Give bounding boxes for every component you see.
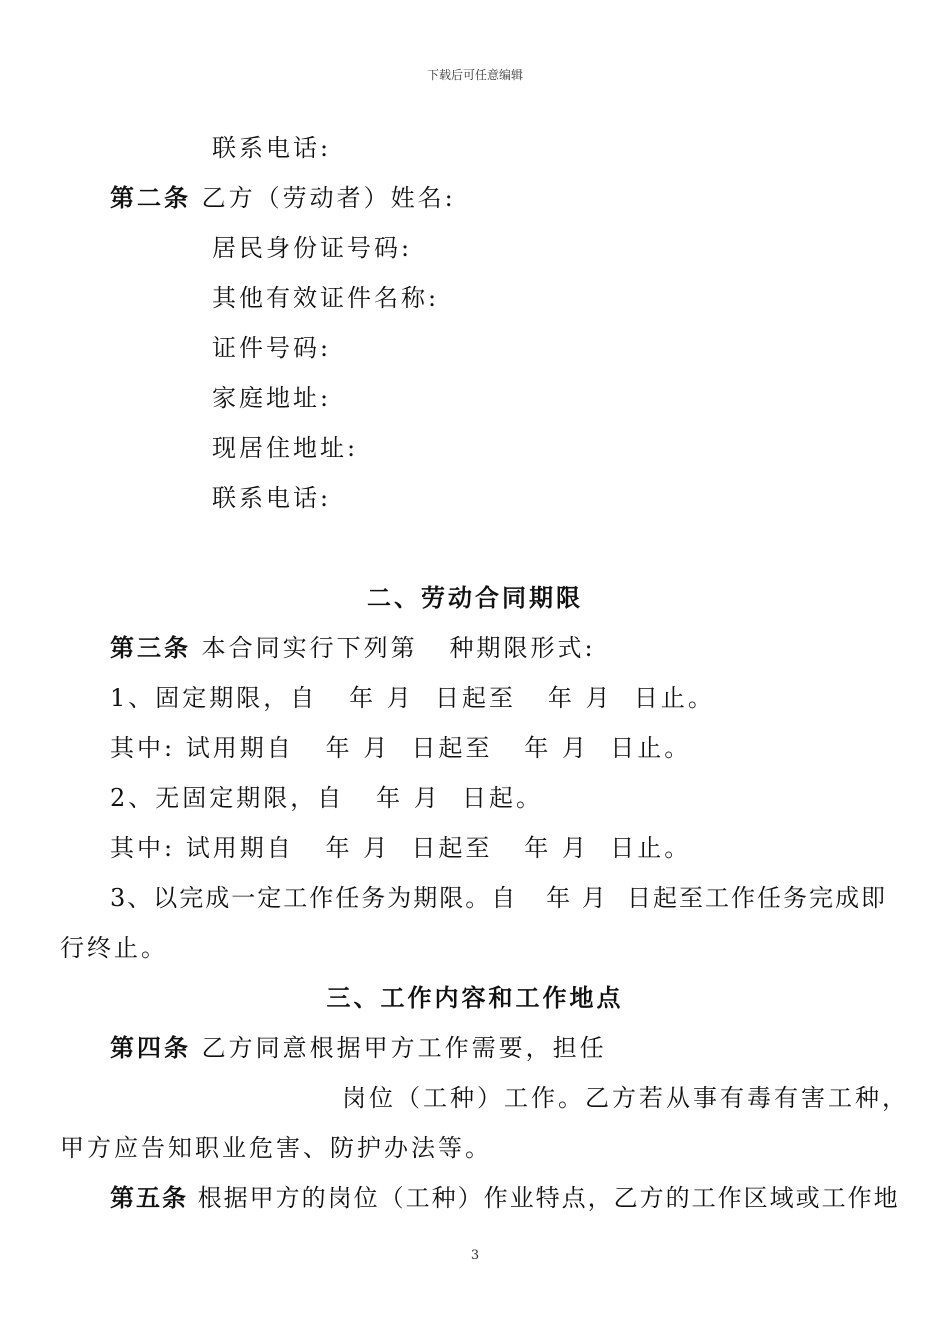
id-code-line: 证件号码: xyxy=(212,334,332,362)
term-fixed-probation: 其中: 试用期自 年 月 日起至 年 月 日止。 xyxy=(110,734,692,762)
article-2 xyxy=(110,182,456,214)
page-header: 下载后可任意编辑 xyxy=(426,68,523,82)
contact-phone-b: 联系电话: xyxy=(212,484,332,512)
section-2-heading: 二、劳动合同期限 xyxy=(367,583,583,612)
article-4-text: 乙方同意根据甲方工作需要，担任 xyxy=(191,1034,607,1062)
term-open-probation: 其中: 试用期自 年 月 日起至 年 月 日止。 xyxy=(110,834,692,862)
article-5-label: 第五条 xyxy=(110,1183,188,1212)
article-2-label: 第二条 xyxy=(110,183,191,212)
term-task-line1: 3、以完成一定工作任务为期限。自 年 月 日起至工作任务完成即 xyxy=(110,884,888,912)
home-address-line: 家庭地址: xyxy=(212,384,332,412)
term-fixed: 1、固定期限，自 年 月 日起至 年 月 日止。 xyxy=(110,684,715,712)
current-address-line: 现居住地址: xyxy=(212,434,359,462)
article-4-line2: 岗位（工种）工作。乙方若从事有毒有害工种， xyxy=(342,1084,909,1112)
article-4-label: 第四条 xyxy=(110,1033,191,1062)
contact-phone-a: 联系电话: xyxy=(212,134,332,162)
article-2-text: 乙方（劳动者）姓名: xyxy=(191,184,456,212)
other-id-name-line: 其他有效证件名称: xyxy=(212,284,440,312)
article-3 xyxy=(110,632,596,664)
article-3-label: 第三条 xyxy=(110,633,191,662)
page-number: 3 xyxy=(470,1248,480,1263)
article-4-line3: 甲方应告知职业危害、防护办法等。 xyxy=(60,1134,492,1162)
article-4 xyxy=(110,1032,607,1064)
article-5 xyxy=(110,1182,900,1214)
section-3-heading: 三、工作内容和工作地点 xyxy=(326,983,624,1012)
article-3-text: 本合同实行下列第 种期限形式: xyxy=(191,634,596,662)
term-open: 2、无固定期限，自 年 月 日起。 xyxy=(110,784,544,812)
article-5-text: 根据甲方的岗位（工种）作业特点，乙方的工作区域或工作地 xyxy=(188,1184,900,1212)
term-task-line2: 行终止。 xyxy=(60,934,168,962)
id-number-line: 居民身份证号码: xyxy=(212,234,413,262)
